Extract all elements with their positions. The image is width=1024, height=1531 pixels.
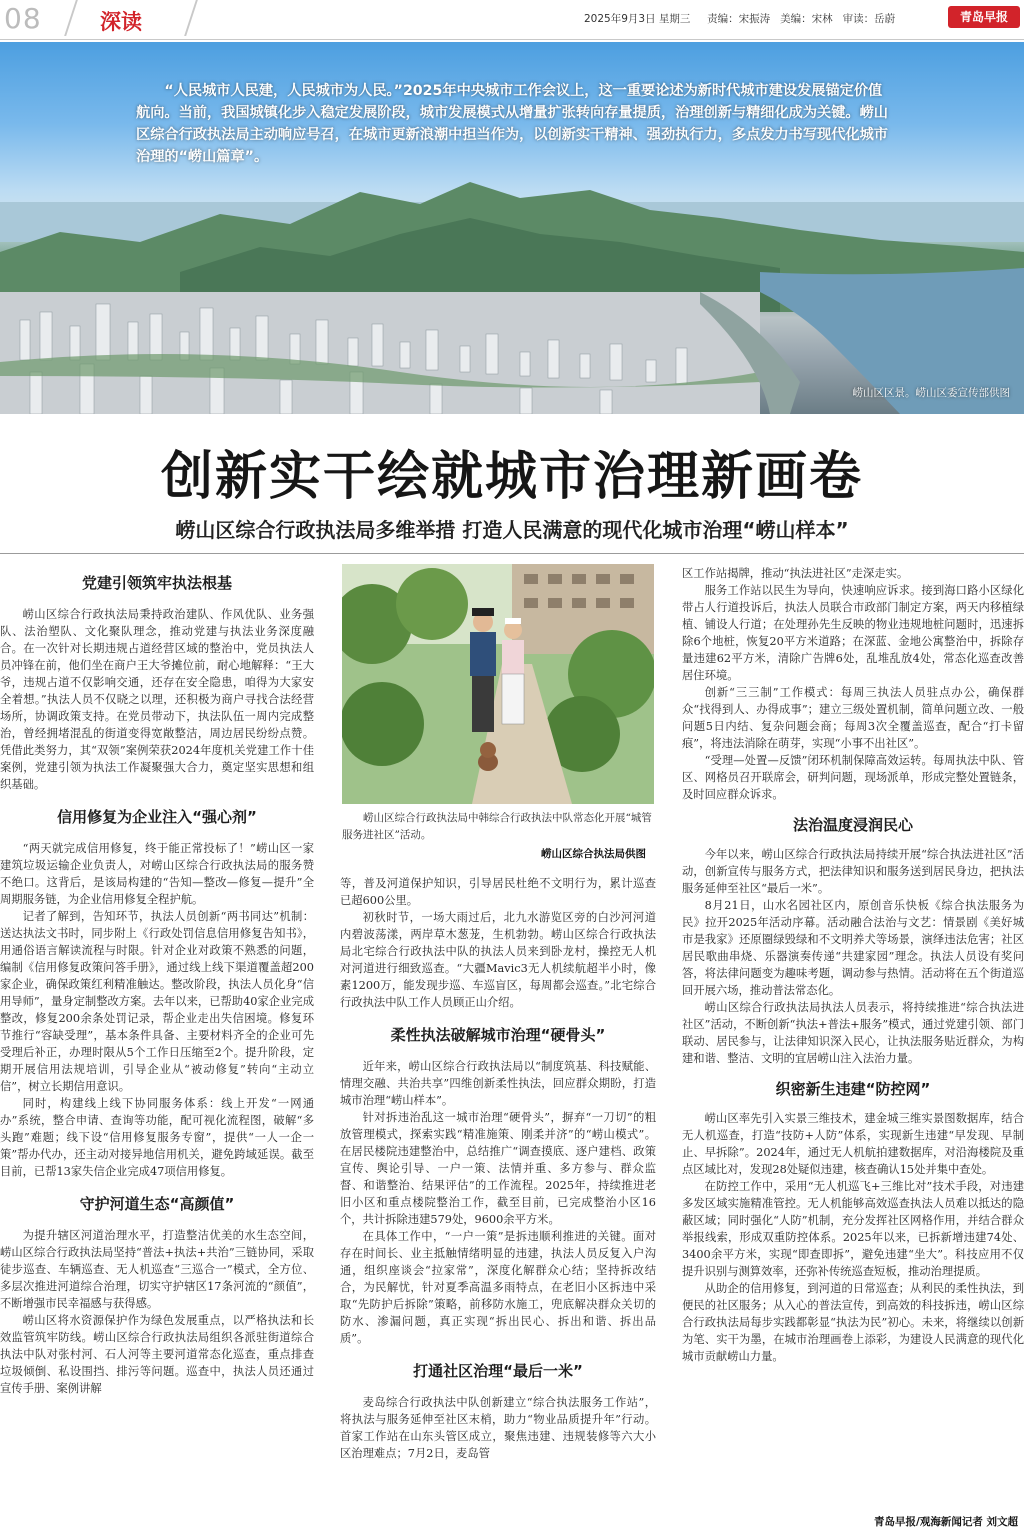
section-heading: 打通社区治理“最后一米” — [413, 1362, 583, 1380]
paragraph: “两天就完成信用修复，终于能正常投标了！”崂山区一家建筑垃圾运输企业负责人，对崂山区综合行政执法局的服务赞不绝口。这背后，是该局构建的“告知—整改—修复—提升”全周期服务链，为企业信用修复全程护航。 — [0, 842, 314, 906]
section-heading: 守护河道生态“高颜值” — [79, 1195, 235, 1213]
paragraph: 在防控工作中，采用“无人机巡飞+三维比对”技术手段，对违建多发区域实施精准管控。无人机能够高效巡查执法人员难以抵达的隐蔽区域；同时强化“人防”机制，充分发挥社区网格作用，并结合群众举报线索，形成双重防控体系。2025年以来，已拆新增违建74处、3400余平方米，实现“即查即拆”，避免违建“坐大”。科技应用不仅提升识别与测算效率，还弥补传统巡查短板，推动治理提质。 — [682, 1180, 1024, 1278]
hero-photo-credit: 崂山区区景。崂山区委宣传部供图 — [852, 387, 1010, 399]
section-heading: 柔性执法破解城市治理“硬骨头” — [390, 1026, 606, 1044]
editor-credit: 责编：宋振涛 — [707, 13, 771, 25]
paragraph: 崂山区将水资源保护作为绿色发展重点，以严格执法和长效监管筑牢防线。崂山区综合行政执法局组织各派驻街道综合执法中队对张村河、石人河等主要河道常态化巡查，重点排查垃圾倾倒、私设围挡、排污等问题。巡查中，执法人员还通过宣传手册、案例讲解 — [0, 1314, 314, 1395]
designer-credit: 美编：宋林 — [780, 13, 833, 25]
paragraph: 创新“三三制”工作模式：每周三执法人员驻点办公，确保群众“找得到人、办得成事”；建立三级处置机制，简单问题立改、一般问题5日内结、复杂问题会商；每周3次全覆盖巡查，配合“打卡留痕”，将违法消除在萌芽，实现“小事不出社区”。 — [682, 686, 1024, 750]
paragraph: 今年以来，崂山区综合行政执法局持续开展“综合执法进社区”活动，创新宣传与服务方式，把法律知识和服务送到居民身边，把执法服务延伸至社区“最后一米”。 — [682, 848, 1024, 895]
paragraph: “受理—处置—反馈”闭环机制保障高效运转。每周执法中队、管区、网格员召开联席会，研判问题，现场派单，形成完整处置链条，及时回应群众诉求。 — [682, 754, 1024, 801]
article-photo — [342, 564, 654, 804]
paragraph: 从助企的信用修复，到河道的日常巡查；从利民的柔性执法，到便民的社区服务；从入心的普法宣传，到高效的科技拆违，崂山区综合行政执法局每步实践都彰显“执法为民”初心。未来，将继续以创新为笔、实干为墨，在城市治理画卷上添彩，为建设人民满意的现代化城市贡献崂山力量。 — [682, 1282, 1024, 1363]
paragraph: 为提升辖区河道治理水平，打造整洁优美的水生态空间，崂山区综合行政执法局坚持“普法+执法+共治”三链协同，采取徒步巡查、车辆巡查、无人机巡查“三巡合一”模式，全方位、多层次推进河道综合治理，切实守护辖区17条河流的“颜值”，不断增强市民幸福感与获得感。 — [0, 1229, 314, 1310]
paragraph: 8月21日，山水名园社区内，原创音乐快板《综合执法服务为民》拉开2025年活动序幕。活动融合法治与文艺：情景剧《美好城市是我家》还原圈绿毁绿和不文明养犬等场景，演绎违法危害；社区居民歌曲串烧、乐器演奏传递“共建家园”理念。执法人员设有奖问答，将法律问题变为趣味考题，调动参与热情。活动将在五个街道巡回开展六场，推动普法常态化。 — [682, 899, 1024, 997]
paragraph: 同时，构建线上线下协同服务体系：线上开发“一网通办”系统，整合申请、查询等功能，配可视化流程图，破解“多头跑”难题；线下设“信用修复服务专窗”，提供“一人一企一策”帮办代办，还主动对接异地信用机关，避免跨域延误。截至目前，已帮13家失信企业完成47项信用修复。 — [0, 1097, 314, 1178]
column-3 — [682, 565, 1024, 1365]
article-headline: 创新实干绘就城市治理新画卷 — [160, 447, 863, 507]
paragraph: 记者了解到，告知环节，执法人员创新“两书同达”机制：送达执法文书时，同步附上《行政处罚信息信用修复告知书》，用通俗语言解读流程与时限。针对企业对政策不熟悉的问题，编制《信用修复政策问答手册》，通过线上线下渠道覆盖超200家企业，确保政策红利精准触达。整改阶段，执法人员化身“信用导师”，量身定制整改方案。去年以来，已帮助40家企业完成整改，修复200余条处罚记录，帮企业走出失信困境。修复环节推行“容缺受理”，基本条件具备、主要材料齐全的企业可先受理后补正，办理时限从5个工作日压缩至2个。提升阶段，定期开展信用法规培训，引导企业从“被动修复”转向“主动立信”，树立长期信用意识。 — [0, 910, 314, 1093]
paragraph: 麦岛综合行政执法中队创新建立“综合执法服务工作站”，将执法与服务延伸至社区末梢，助力“物业品质提升年”行动。首家工作站在山东头管区成立，聚焦违建、违规装修等六大小区治理难点；7月2日，麦岛管 — [340, 1396, 656, 1460]
paragraph: 崂山区综合行政执法局执法人员表示，将持续推进“综合执法进社区”活动，不断创新“执法+普法+服务”模式，通过党建引领、部门联动、居民参与，让法律知识深入民心，让执法服务贴近群众，为构建和谐、整洁、文明的宜居崂山注入法治力量。 — [682, 1001, 1024, 1065]
hero-image — [0, 42, 1024, 414]
byline: 青岛早报/观海新闻记者 刘文超 — [874, 1516, 1018, 1528]
paragraph: 区工作站揭牌，推动“执法进社区”走深走实。 — [682, 567, 909, 580]
reviewer-credit: 审读：岳蔚 — [842, 13, 896, 25]
section-heading: 织密新生违建“防控网” — [775, 1080, 931, 1098]
hero-intro-text: “人民城市人民建，人民城市为人民。”2025年中央城市工作会议上，这一重要论述为新时代城市建设发展锚定价值航向。当前，我国城镇化步入稳定发展阶段，城市发展模式从增量扩张转向存量提质，治理创新与精细化成为关键。崂山区综合行政执法局主动响应号召，在城市更新浪潮中担当作为，以创新实干精神、强劲执行力，多点发力书写现代化城市治理的“崂山篇章”。 — [136, 83, 888, 165]
section-heading: 信用修复为企业注入“强心剂” — [57, 808, 257, 826]
header-divider — [64, 0, 78, 36]
photo-credit: 崂山区综合执法局供图 — [541, 848, 646, 860]
section-name: 深读 — [100, 10, 142, 34]
paragraph: 近年来，崂山区综合行政执法局以“制度筑基、科技赋能、情理交融、共治共享”四维创新柔性执法，回应群众期盼，打造城市治理“崂山样本”。 — [340, 1060, 656, 1107]
section-heading: 党建引领筑牢执法根基 — [81, 574, 232, 592]
column-2 — [340, 875, 656, 1462]
paragraph: 崂山区综合行政执法局秉持政治建队、作风优队、业务强队、法治塑队、文化聚队理念，推动党建与执法业务深度融合。在一次针对长期违规占道经营区域的整治中，党员执法人员冲锋在前，他们坐在商户王大爷摊位前，耐心地解释：“王大爷，违规占道不仅影响交通，还存在安全隐患，咱得为大家安全着想。”执法人员不仅晓之以理，还积极为商户寻找合法经营场所，协调政策支持。在党员带动下，执法队伍一周内完成整治，曾经拥堵混乱的街道变得宽敞整洁，周边居民纷纷点赞。凭借此类努力，其“双领”案例荣获2024年度机关党建工作十佳案例，党建引领为执法工作凝聚强大合力，奠定坚实思想和组织基础。 — [0, 608, 314, 791]
section-heading: 法治温度浸润民心 — [792, 816, 913, 834]
page-header — [0, 0, 1024, 40]
photo-caption: 崂山区综合行政执法局中韩综合行政执法中队常态化开展“城管服务进社区”活动。 — [342, 812, 652, 841]
community-patrol-illustration — [342, 564, 654, 804]
divider — [0, 553, 1024, 554]
article-subheadline: 崂山区综合行政执法局多维举措 打造人民满意的现代化城市治理“崂山样本” — [175, 518, 849, 542]
header-divider — [184, 0, 198, 36]
column-1 — [0, 575, 314, 1397]
issue-date: 2025年9月3日 星期三 — [584, 13, 691, 25]
paragraph: 针对拆违治乱这一城市治理“硬骨头”，摒弃“一刀切”的粗放管理模式，探索实践“精准施策、刚柔并济”的“崂山模式”。在居民楼院违建整治中，总结推广“调查摸底、逐户建档、政策宣传、舆论引导、一户一策、法情并重、多方参与、群众监督、和谐整治、结果评估”的工作流程。2025年，持续推进老旧小区和重点楼院整治工作，截至目前，已完成整治小区16个，共计拆除违建579处，9600余平方米。 — [340, 1111, 656, 1226]
paragraph: 初秋时节，一场大雨过后，北九水游览区旁的白沙河河道内碧波荡漾，两岸草木葱茏，生机勃勃。崂山区综合行政执法局北宅综合行政执法中队的执法人员来到卧龙村，操控无人机对河道进行细致巡查。“大疆Mavic3无人机续航超半小时，像素1200万，能发现步巡、车巡盲区，每周都会巡查。”北宅综合行政执法中队工作人员顾正山介绍。 — [340, 911, 656, 1009]
page-number: 08 — [4, 2, 42, 35]
paragraph: 在具体工作中，“一户一策”是拆违顺利推进的关键。面对存在时间长、业主抵触情绪明显的违建，执法人员反复入户沟通，组织座谈会“拉家常”，深度化解群众心结；坚持拆改结合，为民解忧，针对夏季高温多雨特点，在老旧小区拆违中采取“先防护后拆除”策略，前移防水施工，兜底解决群众关切的防水、渗漏问题，真正实现“拆出民心、拆出和谐、拆出品质”。 — [340, 1230, 656, 1345]
paragraph: 等，普及河道保护知识，引导居民杜绝不文明行为，累计巡查已超600公里。 — [340, 877, 656, 907]
paragraph: 服务工作站以民生为导向，快速响应诉求。接到海口路小区绿化带占人行道投诉后，执法人员联合市政部门制定方案，两天内移植绿植、铺设人行道；在处理孙先生反映的物业违规地桩问题时，迅速拆除6个地桩，恢复20平方米道路；在深蓝、金地公寓整治中，拆除存量违建62平方米，清除广告牌6处，乱堆乱放4处，常态化巡查改善居住环境。 — [682, 584, 1024, 682]
paragraph: 崂山区率先引入实景三维技术，建金城三维实景图数据库，结合无人机巡查，打造“技防+人防”体系，实现新生违建“早发现、早制止、早拆除”。2024年，通过无人机航拍建数据库，对沿海楼院及重点区域比对，发现28处疑似违建，核查确认15处并集中查处。 — [682, 1112, 1024, 1176]
newspaper-logo: 青岛早报 — [948, 6, 1020, 28]
dateline — [584, 11, 895, 26]
